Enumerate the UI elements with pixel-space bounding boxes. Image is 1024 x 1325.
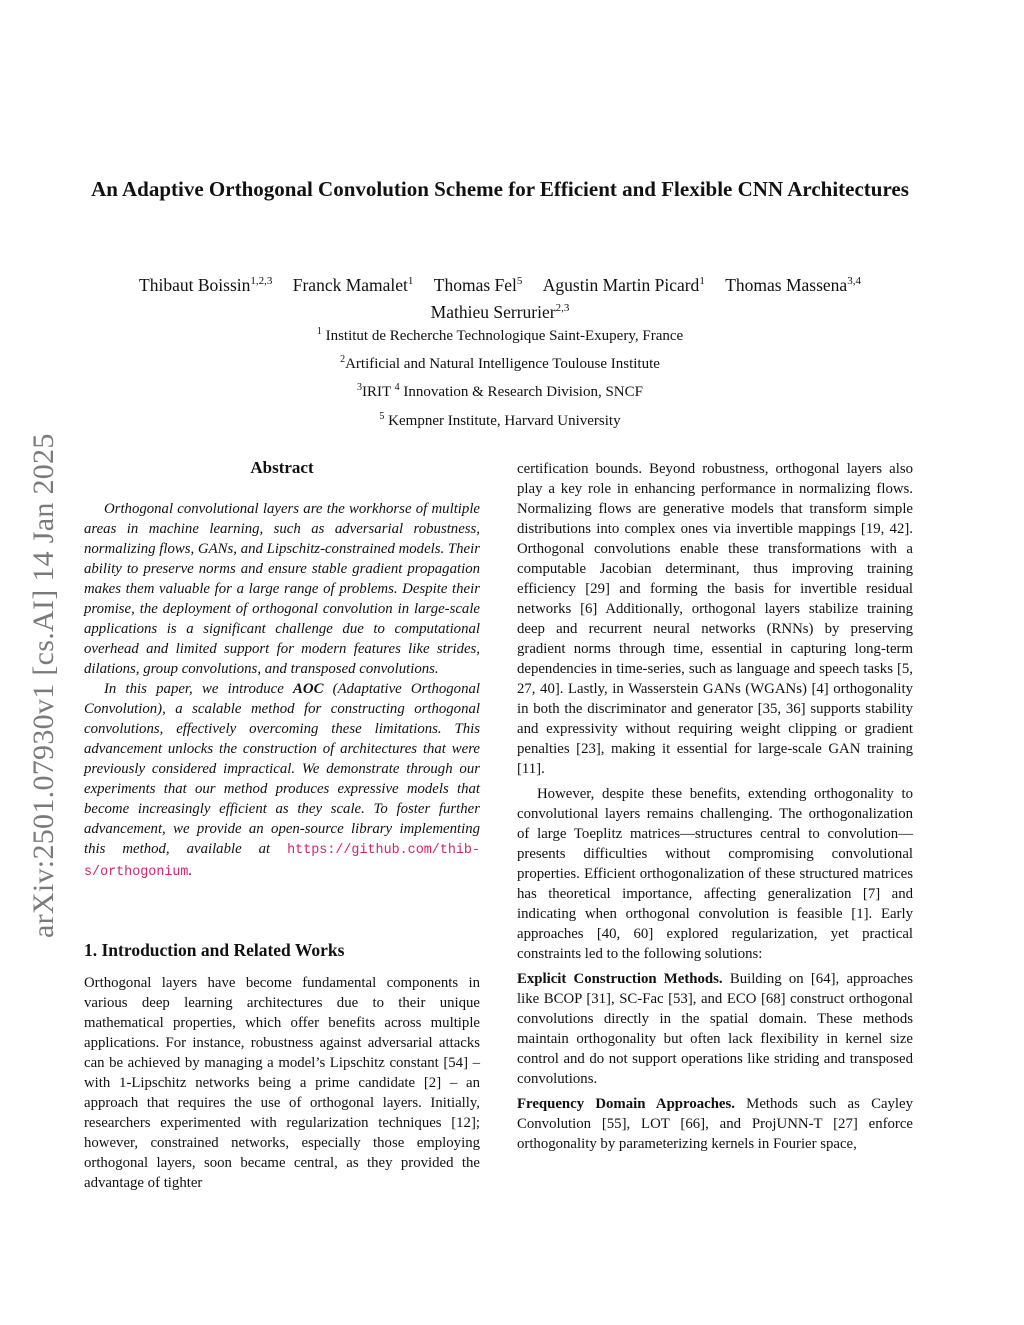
arxiv-identifier: arXiv:2501.07930v1 [cs.AI] 14 Jan 2025 [27,433,60,938]
body-paragraph: certification bounds. Beyond robustness, orthogonal layers also play a key role in enhancing performance in normalizing flows. Normalizing flows are generative models that transform simple distributions into complex ones via invertible mappings [19, 42]. Orthogonal convolutions enable these transformations with a computable Jacobian determinant, thus improving training efficiency [29] and forming the basis for invertible residual networks [6] Additionally, orthogonal layers stabilize training deep and recurrent neural networks (RNNs) by preserving gradient norms through time, essential in capturing long-term dependencies in time-series, such as language and speech tasks [5, 27, 40]. Lastly, in Wasserstein GANs (WGANs) [4] orthogonality in both the discriminator and generator [35, 36] supports stability and expressivity without requiring weight clipping or gradient penalties [23], making it essential for large-scale GAN training [11]. [517,461,913,777]
author: Mathieu Serrurier$^{2,3}$ [430,301,570,322]
section-heading: 1. Introduction and Related Works [84,940,345,960]
author: Franck Mamalet$^1$ [292,274,414,295]
affiliation: $^1$ Institut de Recherche Technologique Saint-Exupery, France [316,326,684,344]
author: Thibaut Boissin$^{1,2,3}$ [139,274,273,295]
abstract-paragraph: Orthogonal convolutional layers are the workhorse of multiple areas in machine learning, such as adversarial robustness, normalizing flows, GANs, and Lipschitz-constrained models. Their ability to preserve norms and ensure stable gradient propagation makes them valuable for a large range of problems. Despite their promise, the deployment of orthogonal convolution in large-scale applications is a significant challenge due to computational overhead and limited support for modern features like strides, dilations, group convolutions, and transposed convolutions. [84,501,480,677]
affiliation: $^3$IRIT $^4$ Innovation & Research Division, SNCF [357,382,643,401]
author: Agustin Martin Picard$^1$ [542,274,705,295]
github-link[interactable]: https://github.com/thib-s/orthogonium [84,843,480,880]
author-list [70,270,930,324]
author: Thomas Fel$^5$ [433,274,523,295]
paper-title: An Adaptive Orthogonal Convolution Scheme for Efficient and Flexible CNN Architectures [91,177,909,201]
intro-body [84,973,480,1193]
intro-paragraph: Orthogonal layers have become fundamental components in various deep learning architectures due to their unique mathematical properties, which offer benefits across multiple applications. For instance, robustness against adversarial attacks can be achieved by managing a model’s Lipschitz constant [54] – with 1-Lipschitz networks being a prime candidate [2] – an approach that requires the use of orthogonal layers. Initially, researchers experimented with regularization techniques [12]; however, constrained networks, especially those employing orthogonal layers, soon became central, as they provided the advantage of tighter [84,975,480,1191]
abstract-paragraph: In this paper, we introduce AOC (Adaptative Orthogonal Convolution), a scalable method for constructing orthogonal convolutions, effectively overcoming these limitations. This advancement unlocks the construction of architectures that were previously considered impractical. We demonstrate through our experiments that our method produces expressive models that become increasingly efficient as they scale. To foster further advancement, we provide an open-source library implementing this method, available at https://github.com/thib-s/orthogonium. [84,681,480,880]
affiliation: $^5$ Kempner Institute, Harvard University [379,410,621,429]
right-column [517,459,913,1154]
author: Thomas Massena$^{3,4}$ [725,274,861,295]
body-paragraph: Frequency Domain Approaches. Methods such as Cayley Convolution [55], LOT [66], and ProjUNN-T [27] enforce orthogonality by parameterizing kernels in Fourier space, [517,1096,913,1152]
paragraph-heading: Frequency Domain Approaches. [517,1096,735,1112]
affiliation-list [150,320,850,433]
abstract-heading: Abstract [250,458,314,477]
paragraph-heading: Explicit Construction Methods. [517,971,723,987]
abstract-body [84,499,480,883]
body-paragraph: Explicit Construction Methods. Building on [64], approaches like BCOP [31], SC-Fac [53], and ECO [68] construct orthogonal convolutions directly in the spatial domain. These methods maintain orthogonality but often lack flexibility in kernel size control and do not support operations like striding and transposed convolutions. [517,971,913,1087]
body-paragraph: However, despite these benefits, extending orthogonality to convolutional layers remains challenging. The orthogonalization of large Toeplitz matrices—structures central to convolution—presents difficulties without compromising convolutional properties. Efficient orthogonalization of these structured matrices has theoretical importance, affecting generalization [7] and indicating when orthogonal convolution is feasible [1]. Early approaches [40, 60] explored regularization, yet practical constraints led to the following solutions: [517,786,913,962]
affiliation: $^2$Artificial and Natural Intelligence Toulouse Institute [340,354,660,373]
